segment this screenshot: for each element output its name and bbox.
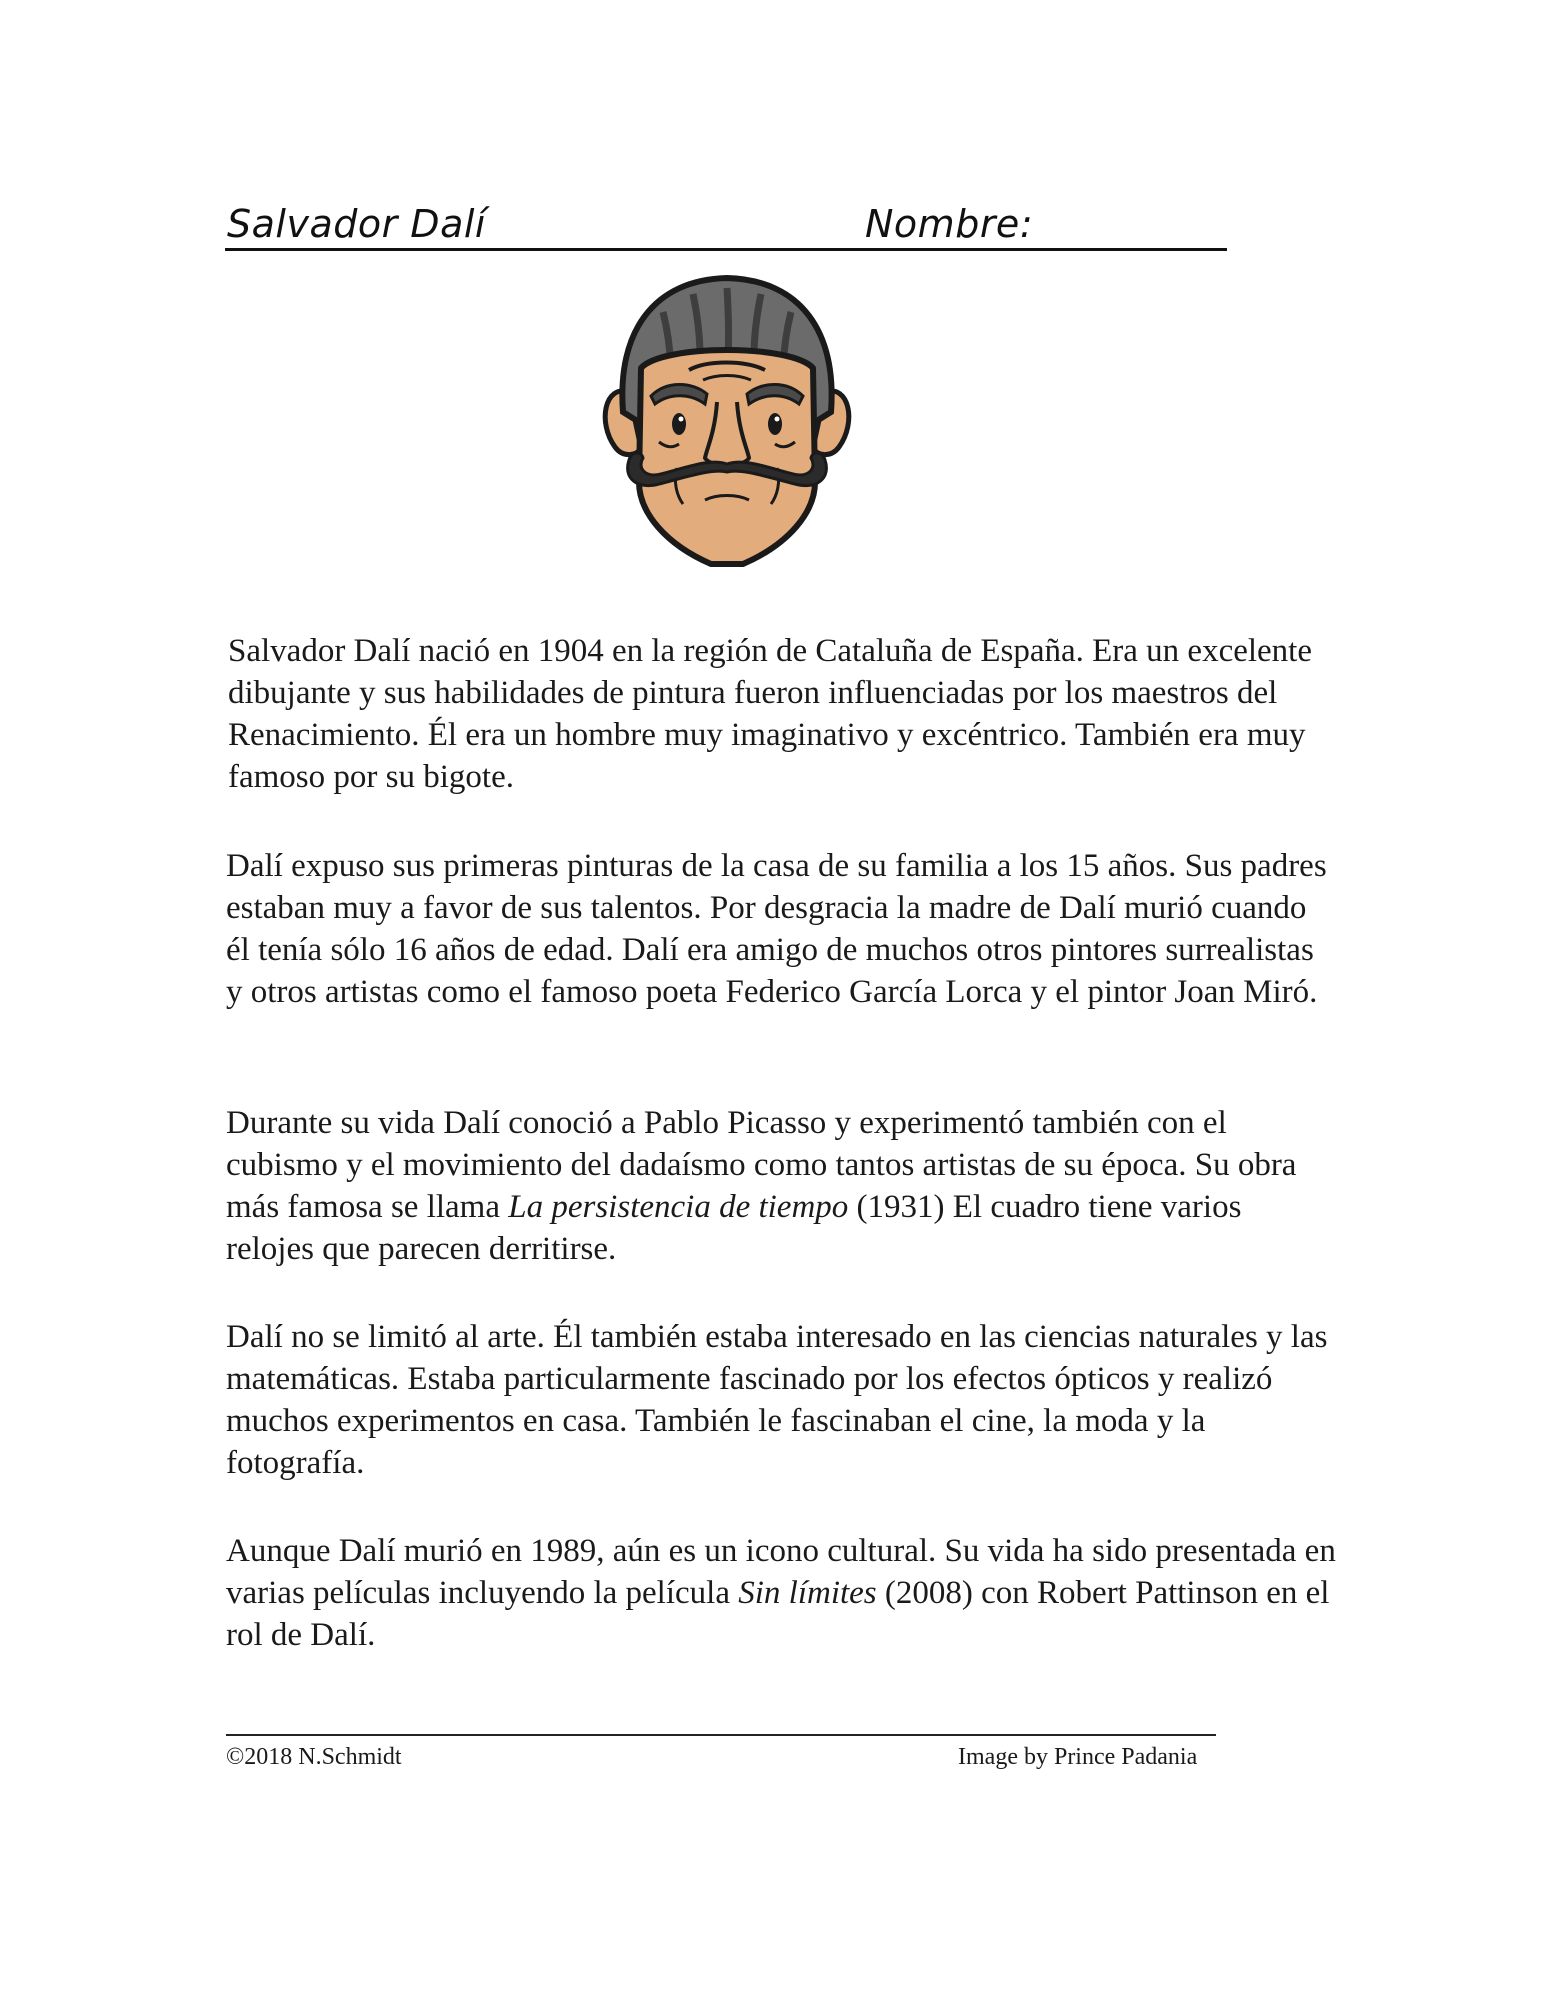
paragraph-career <box>226 1102 1336 1270</box>
name-field-label: Nombre: <box>865 202 1034 246</box>
paragraph-text: Dalí expuso sus primeras pinturas de la casa de su familia a los 15 años. Sus padres estaban muy a favor de sus talentos. Por desgracia la madre de Dalí murió cuando él tenía sólo 16 años de edad. Dalí era amigo de muchos otros pintores surrealistas y otros artistas como el famoso poeta Federico García Lorca y el pintor Joan Miró. <box>226 848 1327 1010</box>
footer-divider <box>226 1734 1216 1736</box>
paragraph-birth <box>228 630 1338 798</box>
paragraph-text: (2008) con Robert Pattinson en el rol de Dalí. <box>226 1575 1330 1653</box>
artwork-title: La persistencia de tiempo <box>508 1189 849 1225</box>
paragraph-text: Dalí no se limitó al arte. Él también estaba interesado en las ciencias naturales y las matemáticas. Estaba particularmente fascinado por los efectos ópticos y realizó muchos experimentos en casa. También le fascinaban el cine, la moda y la fotografía. <box>226 1319 1328 1481</box>
paragraph-interests <box>226 1316 1336 1484</box>
film-title: Sin límites <box>738 1575 877 1611</box>
paragraph-text: Salvador Dalí nació en 1904 en la región de Cataluña de España. Era un excelente dibujante y sus habilidades de pintura fueron influenciadas por los maestros del Renacimiento. Él era un hombre muy imaginativo y excéntrico. También era muy famoso por su bigote. <box>228 633 1312 795</box>
worksheet-title: Salvador Dalí <box>227 202 486 246</box>
paragraph-legacy <box>226 1530 1336 1656</box>
cartoon-portrait-dali-icon <box>593 272 861 574</box>
paragraph-early-life <box>226 845 1336 1013</box>
footer-image-credit: Image by Prince Padania <box>958 1744 1198 1770</box>
footer-copyright: ©2018 N.Schmidt <box>226 1744 402 1770</box>
paragraph-text: Durante su vida Dalí conoció a Pablo Picasso y experimentó también con el cubismo y el movimiento del dadaísmo como tantos artistas de su época. Su obra más famosa se llama <box>226 1105 1297 1225</box>
worksheet-header <box>225 196 1227 251</box>
paragraph-text: Aunque Dalí murió en 1989, aún es un icono cultural. Su vida ha sido presentada en varias películas incluyendo la película <box>226 1533 1336 1611</box>
paragraph-text: (1931) El cuadro tiene varios relojes que parecen derritirse. <box>226 1189 1242 1267</box>
